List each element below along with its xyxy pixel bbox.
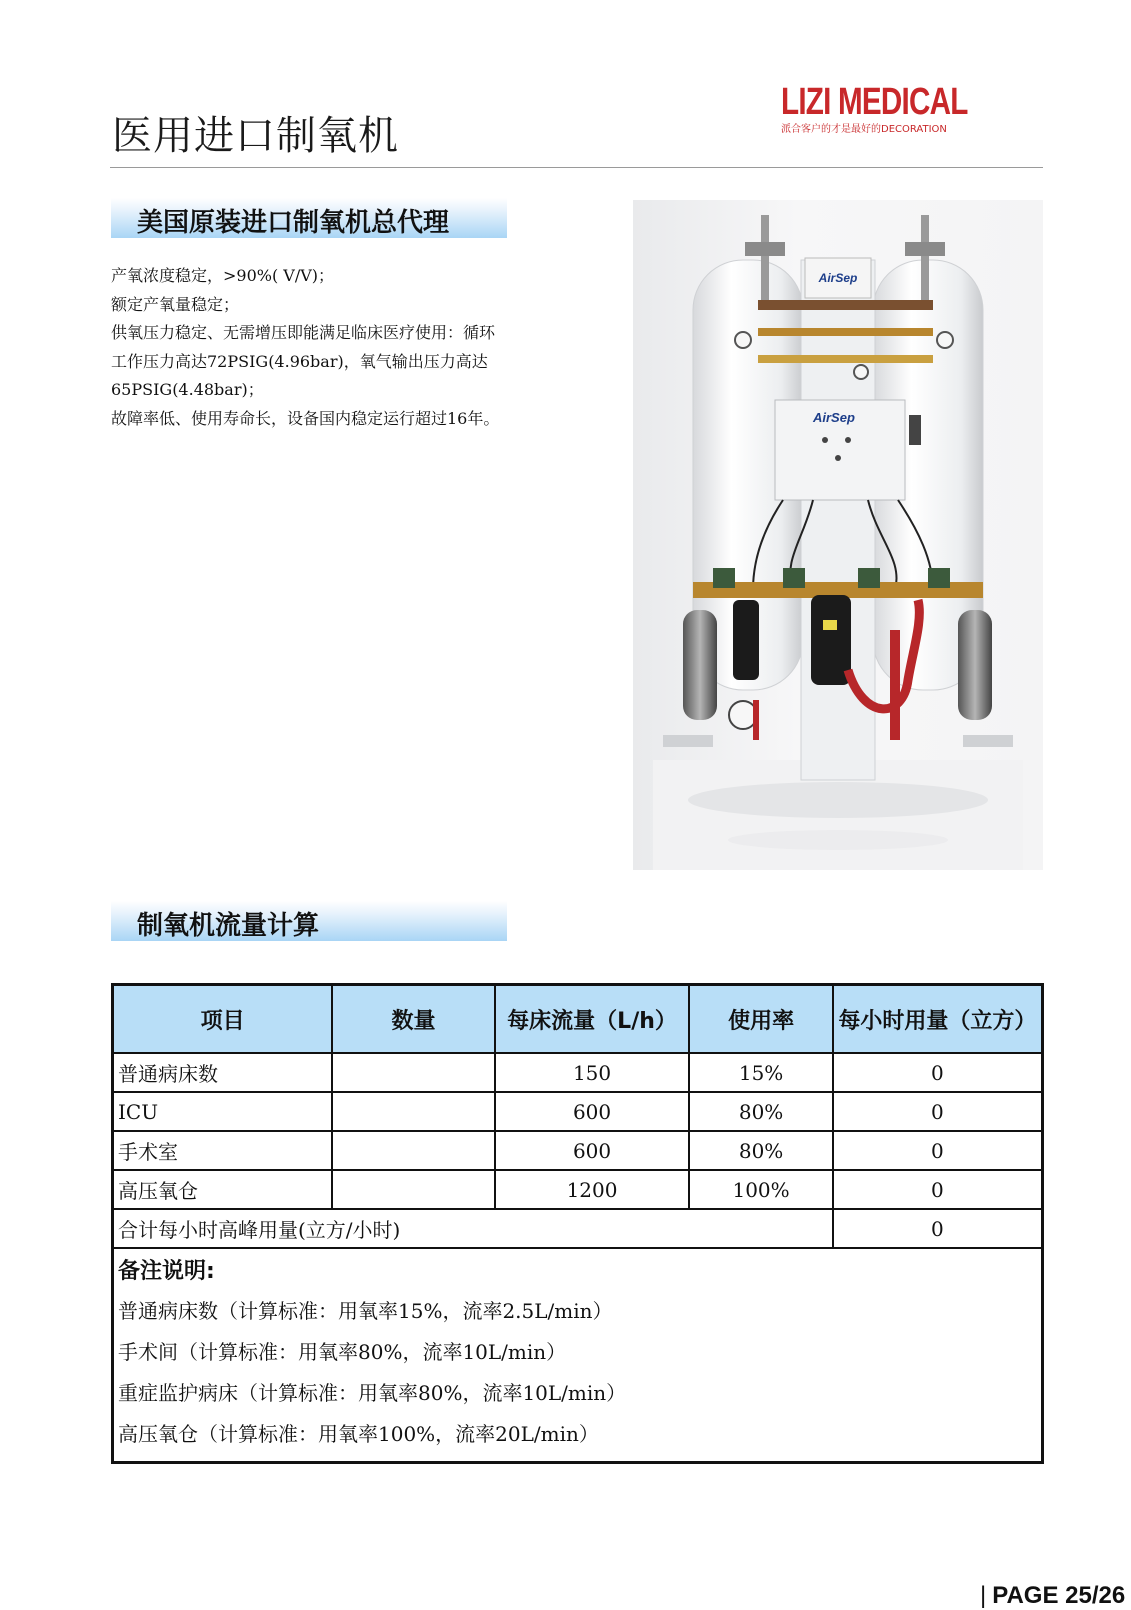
flow-cell: 150 bbox=[495, 1053, 690, 1092]
spec-line: 工作压力高达72PSIG(4.96bar)，氧气输出压力高达 bbox=[111, 351, 488, 371]
column-header: 数量 bbox=[332, 985, 495, 1054]
item-cell: 普通病床数 bbox=[113, 1053, 333, 1092]
brand-logo bbox=[781, 81, 1061, 135]
total-label: 合计每小时高峰用量(立方/小时) bbox=[113, 1209, 833, 1248]
page-number-divider: | bbox=[980, 1582, 987, 1609]
spec-line: 产氧浓度稳定，>90%( V/V)； bbox=[111, 266, 335, 285]
table-header-row bbox=[113, 985, 1043, 1054]
quantity-cell bbox=[332, 1092, 495, 1131]
table-row bbox=[113, 1053, 1043, 1092]
item-cell: ICU bbox=[113, 1092, 333, 1131]
table-row bbox=[113, 1131, 1043, 1170]
item-cell: 手术室 bbox=[113, 1131, 333, 1170]
page-title: 医用进口制氧机 bbox=[112, 113, 399, 159]
notes-row bbox=[113, 1248, 1043, 1463]
page-number-text: PAGE 25/26 bbox=[992, 1582, 1126, 1609]
note-line: 重症监护病床（计算标准：用氧率80%，流率10L/min） bbox=[118, 1381, 627, 1405]
spec-line: 供氧压力稳定、无需增压即能满足临床医疗使用：循环 bbox=[111, 323, 496, 342]
column-header: 使用率 bbox=[689, 985, 832, 1054]
column-header: 每床流量（L/h） bbox=[495, 985, 690, 1054]
quantity-cell bbox=[332, 1170, 495, 1209]
quantity-cell bbox=[332, 1053, 495, 1092]
note-line: 高压氧仓（计算标准：用氧率100%，流率20L/min） bbox=[118, 1422, 599, 1446]
photo-logo-box: AirSep bbox=[813, 410, 855, 425]
flow-calculation-table bbox=[111, 983, 1044, 1464]
brand-name: LIZI MEDICAL bbox=[781, 81, 968, 123]
product-photo bbox=[633, 200, 1043, 870]
note-line: 普通病床数（计算标准：用氧率15%，流率2.5L/min） bbox=[118, 1299, 613, 1323]
section-heading-agency bbox=[111, 198, 507, 238]
spec-line: 65PSIG(4.48bar)； bbox=[111, 380, 264, 399]
section-heading-flow bbox=[111, 901, 507, 941]
note-line: 手术间（计算标准：用氧率80%，流率10L/min） bbox=[118, 1340, 567, 1364]
usage-rate-cell: 100% bbox=[689, 1170, 832, 1209]
section-heading-agency-label: 美国原装进口制氧机总代理 bbox=[137, 208, 450, 238]
notes-heading: 备注说明: bbox=[118, 1259, 215, 1284]
quantity-cell bbox=[332, 1131, 495, 1170]
table-row bbox=[113, 1170, 1043, 1209]
spec-line: 额定产氧量稳定； bbox=[111, 294, 240, 314]
item-cell: 高压氧仓 bbox=[113, 1170, 333, 1209]
total-row bbox=[113, 1209, 1043, 1248]
notes-cell bbox=[113, 1248, 1043, 1463]
column-header: 每小时用量（立方） bbox=[833, 985, 1043, 1054]
flow-cell: 600 bbox=[495, 1092, 690, 1131]
column-header: 项目 bbox=[113, 985, 333, 1054]
photo-logo-top: AirSep bbox=[818, 271, 858, 285]
spec-line: 故障率低、使用寿命长，设备国内稳定运行超过16年。 bbox=[111, 408, 500, 428]
spec-list bbox=[111, 262, 621, 433]
hourly-usage-cell: 0 bbox=[833, 1170, 1043, 1209]
hourly-usage-cell: 0 bbox=[833, 1131, 1043, 1170]
oxygen-concentrator-illustration bbox=[633, 200, 1043, 870]
hourly-usage-cell: 0 bbox=[833, 1092, 1043, 1131]
page-number bbox=[980, 1582, 1125, 1610]
section-heading-flow-label: 制氧机流量计算 bbox=[137, 911, 320, 941]
hourly-usage-cell: 0 bbox=[833, 1053, 1043, 1092]
brand-tagline: 派合客户的才是最好的DECORATION bbox=[781, 124, 947, 135]
total-value: 0 bbox=[833, 1209, 1043, 1248]
flow-cell: 600 bbox=[495, 1131, 690, 1170]
table-row bbox=[113, 1092, 1043, 1131]
usage-rate-cell: 15% bbox=[689, 1053, 832, 1092]
usage-rate-cell: 80% bbox=[689, 1131, 832, 1170]
flow-cell: 1200 bbox=[495, 1170, 690, 1209]
usage-rate-cell: 80% bbox=[689, 1092, 832, 1131]
title-divider bbox=[110, 167, 1043, 168]
